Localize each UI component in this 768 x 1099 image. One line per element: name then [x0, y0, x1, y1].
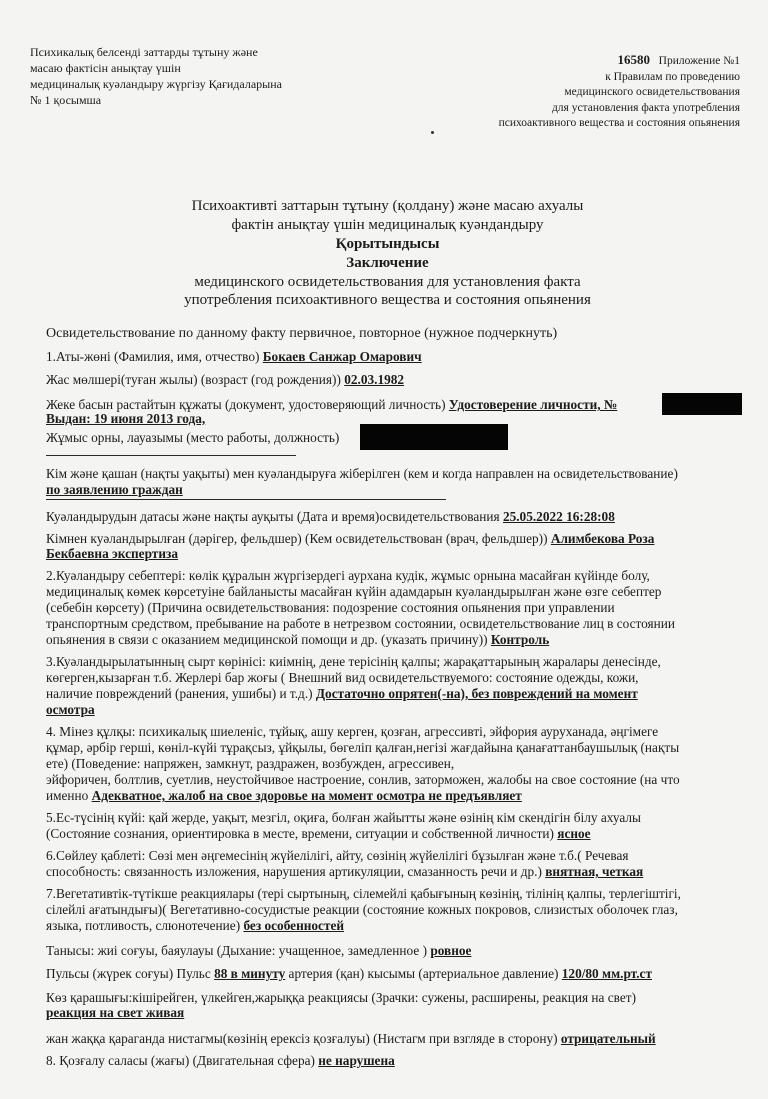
pulse-label: Пульсы (жүрек соғуы) Пульс: [46, 966, 215, 981]
reason-line: 2.Куәландыру себептері: көлік құралын жүргізердегі аурхана кудік, жұмыс орнына масайған күйінде болу,: [46, 568, 650, 583]
appearance-line: 3.Куәландырылатынның сырт көрінісі: киімнің, дене терісінің қалпы; жарақаттарының жаралары денесінде,: [46, 654, 661, 669]
consciousness-line: 5.Ес-түсінің күйі: қай жерде, уақыт, мезгіл, оқиға, болған жайытты және өзінің кім скендігін білу ахуалы: [46, 810, 641, 825]
header-right-line: к Правилам по проведению: [605, 70, 740, 83]
header-right-block: [450, 52, 740, 132]
consciousness-label: (Состояние сознания, ориентировка в месте, времени, ситуации и собственной личности): [46, 826, 558, 841]
nystagmus-label: жан жаққа қараганда нистагмы(көзінің ерексіз қозғалуы) (Нистагм при взгляде в сторону): [46, 1031, 561, 1046]
who-value: Алимбекова Роза: [550, 531, 655, 546]
consciousness-value: ясное: [557, 826, 591, 841]
issued-value: Выдан: 19 июня 2013 года,: [46, 411, 206, 426]
reason-label: опьянения в связи с оказанием медицинской помощи и др. (указать причину)): [46, 632, 491, 647]
speech-label: способность: связанность изложения, нарушения артикуляции, смазанность речи и др.): [46, 864, 546, 879]
reason-value: Контроль: [490, 632, 550, 647]
date-label: Куәландырудын датасы және нақты ауқыты (Дата и время)освидетельствования: [46, 509, 503, 524]
age-row: [46, 372, 404, 388]
appearance-row: [46, 686, 638, 702]
vegetative-value: без особенностей: [243, 918, 345, 933]
header-right-first-line: [450, 52, 740, 70]
appearance-value-2: осмотра: [46, 702, 95, 717]
referred-label: Кім және қашан (нақты уақыты) мен куәландыруға жіберілген (кем и когда направлен на освидетельствование): [46, 466, 678, 481]
title-kz-line2: фактін анықтау үшін медициналық куәндандыру: [231, 217, 544, 233]
title-ru-bold: Заключение: [346, 255, 429, 271]
age-value: 02.03.1982: [344, 372, 405, 387]
redaction-box: [360, 424, 508, 450]
vegetative-line: 7.Вегетативтік-түтікше реакциялары (тері сыртының, сілемейлі қабығының көзінің, тілінің қалпы, терлегіштігі,: [46, 886, 681, 901]
title-ru-line1: медицинского освидетельствования для установления факта: [194, 274, 581, 290]
appearance-line: көгерген,кызарған т.б. Жерлері бар жоғы ( Внешний вид освидетельствуемого: состояние одежды, кожи,: [46, 670, 639, 685]
motor-value: не нарушена: [318, 1053, 395, 1068]
reason-line: транспортным средством, пребывание на работе в нетрезвом состоянии, освидетельствование лиц в состоянии: [46, 616, 676, 631]
nystagmus-value: отрицательный: [560, 1031, 656, 1046]
appearance-value: Достаточно опрятен(-на), без повреждений на момент: [315, 686, 638, 701]
appendix-label: Приложение №1: [658, 55, 740, 67]
name-row: [46, 349, 422, 365]
form-number: 16580: [617, 52, 651, 67]
breathing-row: [46, 943, 471, 959]
behavior-line: эйфоричен, болтлив, суетлив, неустойчивое настроение, сонлив, заторможен, жалобы на свое состояние (на что: [46, 772, 680, 787]
motor-row: [46, 1053, 395, 1069]
breathing-label: Танысы: жиі соғуы, баяулауы (Дыхание: учащенное, замедленное ): [46, 943, 431, 958]
breathing-value: ровное: [430, 943, 472, 958]
blank-line: [46, 455, 296, 456]
doc-label: Жеке басын растайтын құжаты (документ, удостоверяющий личность): [46, 397, 449, 412]
who-value-2: Бекбаевна экспертиза: [46, 546, 178, 561]
pulse-row: [46, 966, 652, 982]
date-row: [46, 509, 615, 525]
name-value: Бокаев Санжар Омарович: [262, 349, 422, 364]
nystagmus-row: [46, 1031, 656, 1047]
vegetative-label: языка, потливость, слюнотечение): [46, 918, 244, 933]
title-ru-line2: употребления психоактивного вещества и состояния опьянения: [184, 292, 591, 308]
exam-type-line: Освидетельствование по данному факту первичное, повторное (нужное подчеркнуть): [46, 326, 558, 341]
vegetative-line: сілейлі ағатындығы)( Вегетативно-сосудистые реакции (состояние кожных покровов, слизистых оболочек глаз,: [46, 902, 678, 917]
pupils-label: Көз қарашығы:кішірейген, үлкейген,жарыққа реакциясы (Зрачки: сужены, расширены, реакция на свет): [46, 990, 636, 1005]
vegetative-row: [46, 918, 344, 934]
behavior-line: құмар, әрбір герші, көніл-күйі тұрақсыз, ұйқылы, бөгеліп қалған,негізі жағдайына қанағаттанбаушылық (нақты: [46, 740, 680, 755]
consciousness-row: [46, 826, 591, 842]
behavior-row: [46, 788, 522, 804]
age-label: Жас мөлшері(туған жылы) (возраст (год рождения)): [46, 372, 345, 387]
speech-value: внятная, четкая: [545, 864, 644, 879]
speech-line: 6.Сөйлеу қаблеті: Сөзі мен әңгемесінің жүйелілігі, айту, сөзінің жүйелілігі бұзылған және т.б.( Речевая: [46, 848, 629, 863]
title-kz-line1: Психоактивті заттарын тұтыну (қолдану) және масаю ахуалы: [191, 198, 584, 214]
ink-dot: [431, 131, 434, 134]
reason-line: медициналық көмек көрсетуіне байланысты масайған күйін адамдарын куәландырылған және өзге себептер: [46, 584, 662, 599]
bp-value: 120/80 мм.рт.ст: [561, 966, 652, 981]
blank-line: [46, 499, 446, 500]
header-right-line: для установления факта употребления: [551, 101, 740, 114]
header-left-block: [30, 44, 282, 108]
header-left-line: № 1 қосымша: [30, 93, 102, 107]
behavior-line: ете) (Поведение: напряжен, замкнут, раздражен, возбужден, агрессивен,: [46, 756, 455, 771]
doc-value: Удостоверение личности, №: [448, 397, 618, 412]
behavior-value: Адекватное, жалоб на свое здоровье на момент осмотра не предъявляет: [91, 788, 522, 803]
bp-label: артерия (қан) кысымы (артериальное давление): [285, 966, 562, 981]
speech-row: [46, 864, 643, 880]
who-row: [46, 531, 654, 547]
pupils-row: [46, 1005, 184, 1021]
who-row-2: [46, 546, 178, 562]
reason-row: [46, 632, 549, 648]
pulse-value: 88 в минуту: [214, 966, 286, 981]
appearance-row-2: [46, 702, 95, 718]
issued-row: [46, 411, 205, 427]
reason-line: (себебін көрсету) (Причина освидетельствования: подозрение состояния опьянения при управлении: [46, 600, 615, 615]
referred-value: по заявлению граждан: [46, 482, 183, 497]
referred-row: [46, 482, 183, 498]
title-kz-bold-wrap: [100, 235, 675, 254]
redaction-box: [662, 393, 742, 415]
header-right-line: психоактивного вещества и состояния опьянения: [498, 117, 740, 129]
work-label: Жұмыс орны, лауазымы (место работы, должность): [46, 430, 340, 445]
header-right-line: медицинского освидетельствования: [564, 86, 740, 98]
who-label: Кімнен куәландырылған (дәрігер, фельдшер) (Кем освидетельствован (врач, фельдшер)): [46, 531, 551, 546]
appearance-label: наличие повреждений (ранения, ушибы) и т.д.): [46, 686, 316, 701]
header-left-line: медициналық куәландыру жүргізу Қағидаларына: [30, 77, 282, 91]
name-label: 1.Аты-жөні (Фамилия, имя, отчество): [46, 349, 263, 364]
behavior-line: 4. Мінез құлқы: психикалық шиеленіс, тұйық, ашу керген, қозған, агрессивті, эйфория ауруханада, әңгімеге: [46, 724, 659, 739]
behavior-label: именно: [46, 788, 92, 803]
pupils-value: реакция на свет живая: [46, 1005, 185, 1020]
header-left-line: Психикалық белсенді заттарды тұтыну және: [30, 45, 258, 59]
motor-label: 8. Қозғалу саласы (жағы) (Двигательная сфера): [46, 1053, 319, 1068]
title-ru-bold-wrap: [100, 254, 675, 273]
title-kz-bold: Қорытындысы: [335, 236, 440, 252]
date-value: 25.05.2022 16:28:08: [502, 509, 615, 524]
header-left-line: масаю фактісін анықтау үшін: [30, 61, 181, 75]
